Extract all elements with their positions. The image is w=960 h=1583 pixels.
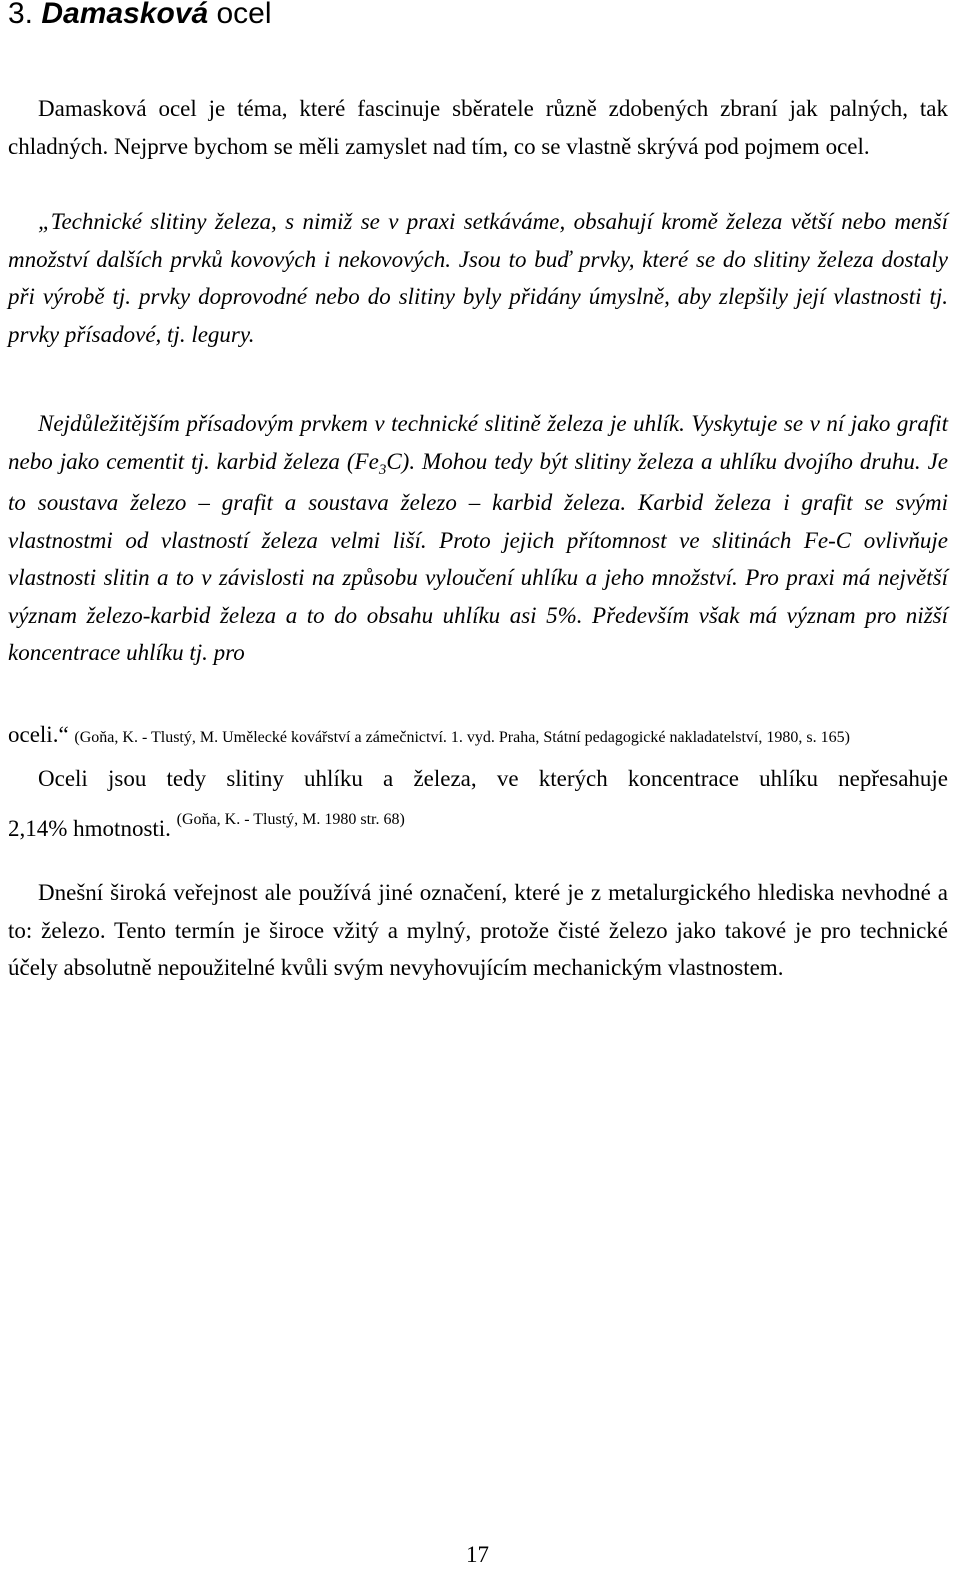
definition-citation: (Goňa, K. - Tlustý, M. 1980 str. 68) — [176, 811, 405, 828]
paragraph-definition: Oceli jsou tedy slitiny uhlíku a železa, ve kterých koncentrace uhlíku nepřesahuje — [38, 766, 948, 791]
quote-text-a: Nejdůležitějším přísadovým prvkem v technické slitině železa je uhlík. Vyskytuje se v ní jako grafit nebo jako cementit tj. karbid železa (Fe — [8, 411, 948, 474]
paragraph-definition-end — [8, 811, 405, 847]
quote-part-1: „Technické slitiny železa, s nimiž se v praxi setkáváme, obsahují kromě železa větší nebo menší množství dalších prvků kovových i nekovových. Jsou to buď prvky, které se do slitiny železa dostaly při výrobě tj. prvky doprovodné nebo do slitiny byly přidány úmyslně, aby zlepšily její vlastnosti tj. prvky přísadové, tj. legury. — [8, 209, 948, 347]
page-number: 17 — [466, 1542, 489, 1567]
section-title-emphasis: Damasková — [41, 0, 209, 30]
formula-subscript: 3 — [378, 461, 387, 478]
section-number: 3. — [8, 0, 34, 30]
quote-part-2 — [8, 405, 948, 672]
quote-text-b: C). Mohou tedy být slitiny železa a uhlíku dvojího druhu. Je to soustava železo – grafit a soustava železo – karbid železa. Karbid železa i grafit se svými vlastnostmi od vlastností železa velmi liší. Proto jejich přítomnost ve slitinách Fe-C ovlivňuje vlastnosti slitin a to v závislosti na způsobu vyloučení uhlíku a jeho množství. Pro praxi má největší význam železo-karbid železa a to do obsahu uhlíku asi 5%. Především však má význam pro nižší koncentrace uhlíku tj. pro — [8, 448, 949, 665]
paragraph-public-usage: Dnešní široká veřejnost ale používá jiné označení, které je z metalurgického hlediska nevhodné a to: železo. Tento termín je široce vžitý a mylný, protože čisté železo jako takové je pro technické účely absolutně nepoužitelné kvůli svým nevyhovujícím mechanickým vlastnostem. — [8, 880, 948, 980]
section-title-rest: ocel — [216, 0, 272, 30]
quote-ending-line — [8, 720, 850, 753]
paragraph-intro: Damasková ocel je téma, které fascinuje sběratele různě zdobených zbraní jak palných, tak chladných. Nejprve bychom se měli zamyslet nad tím, co se vlastně skrývá pod pojmem ocel. — [8, 96, 948, 159]
quote-citation: (Goňa, K. - Tlustý, M. Umělecké kovářství a zámečnictví. 1. vyd. Praha, Státní pedagogické nakladatelství, 1980, s. 165) — [74, 729, 850, 746]
definition-last-line: 2,14% hmotnosti. — [8, 816, 171, 841]
quote-ending: oceli.“ — [8, 722, 69, 747]
section-heading — [8, 0, 272, 34]
